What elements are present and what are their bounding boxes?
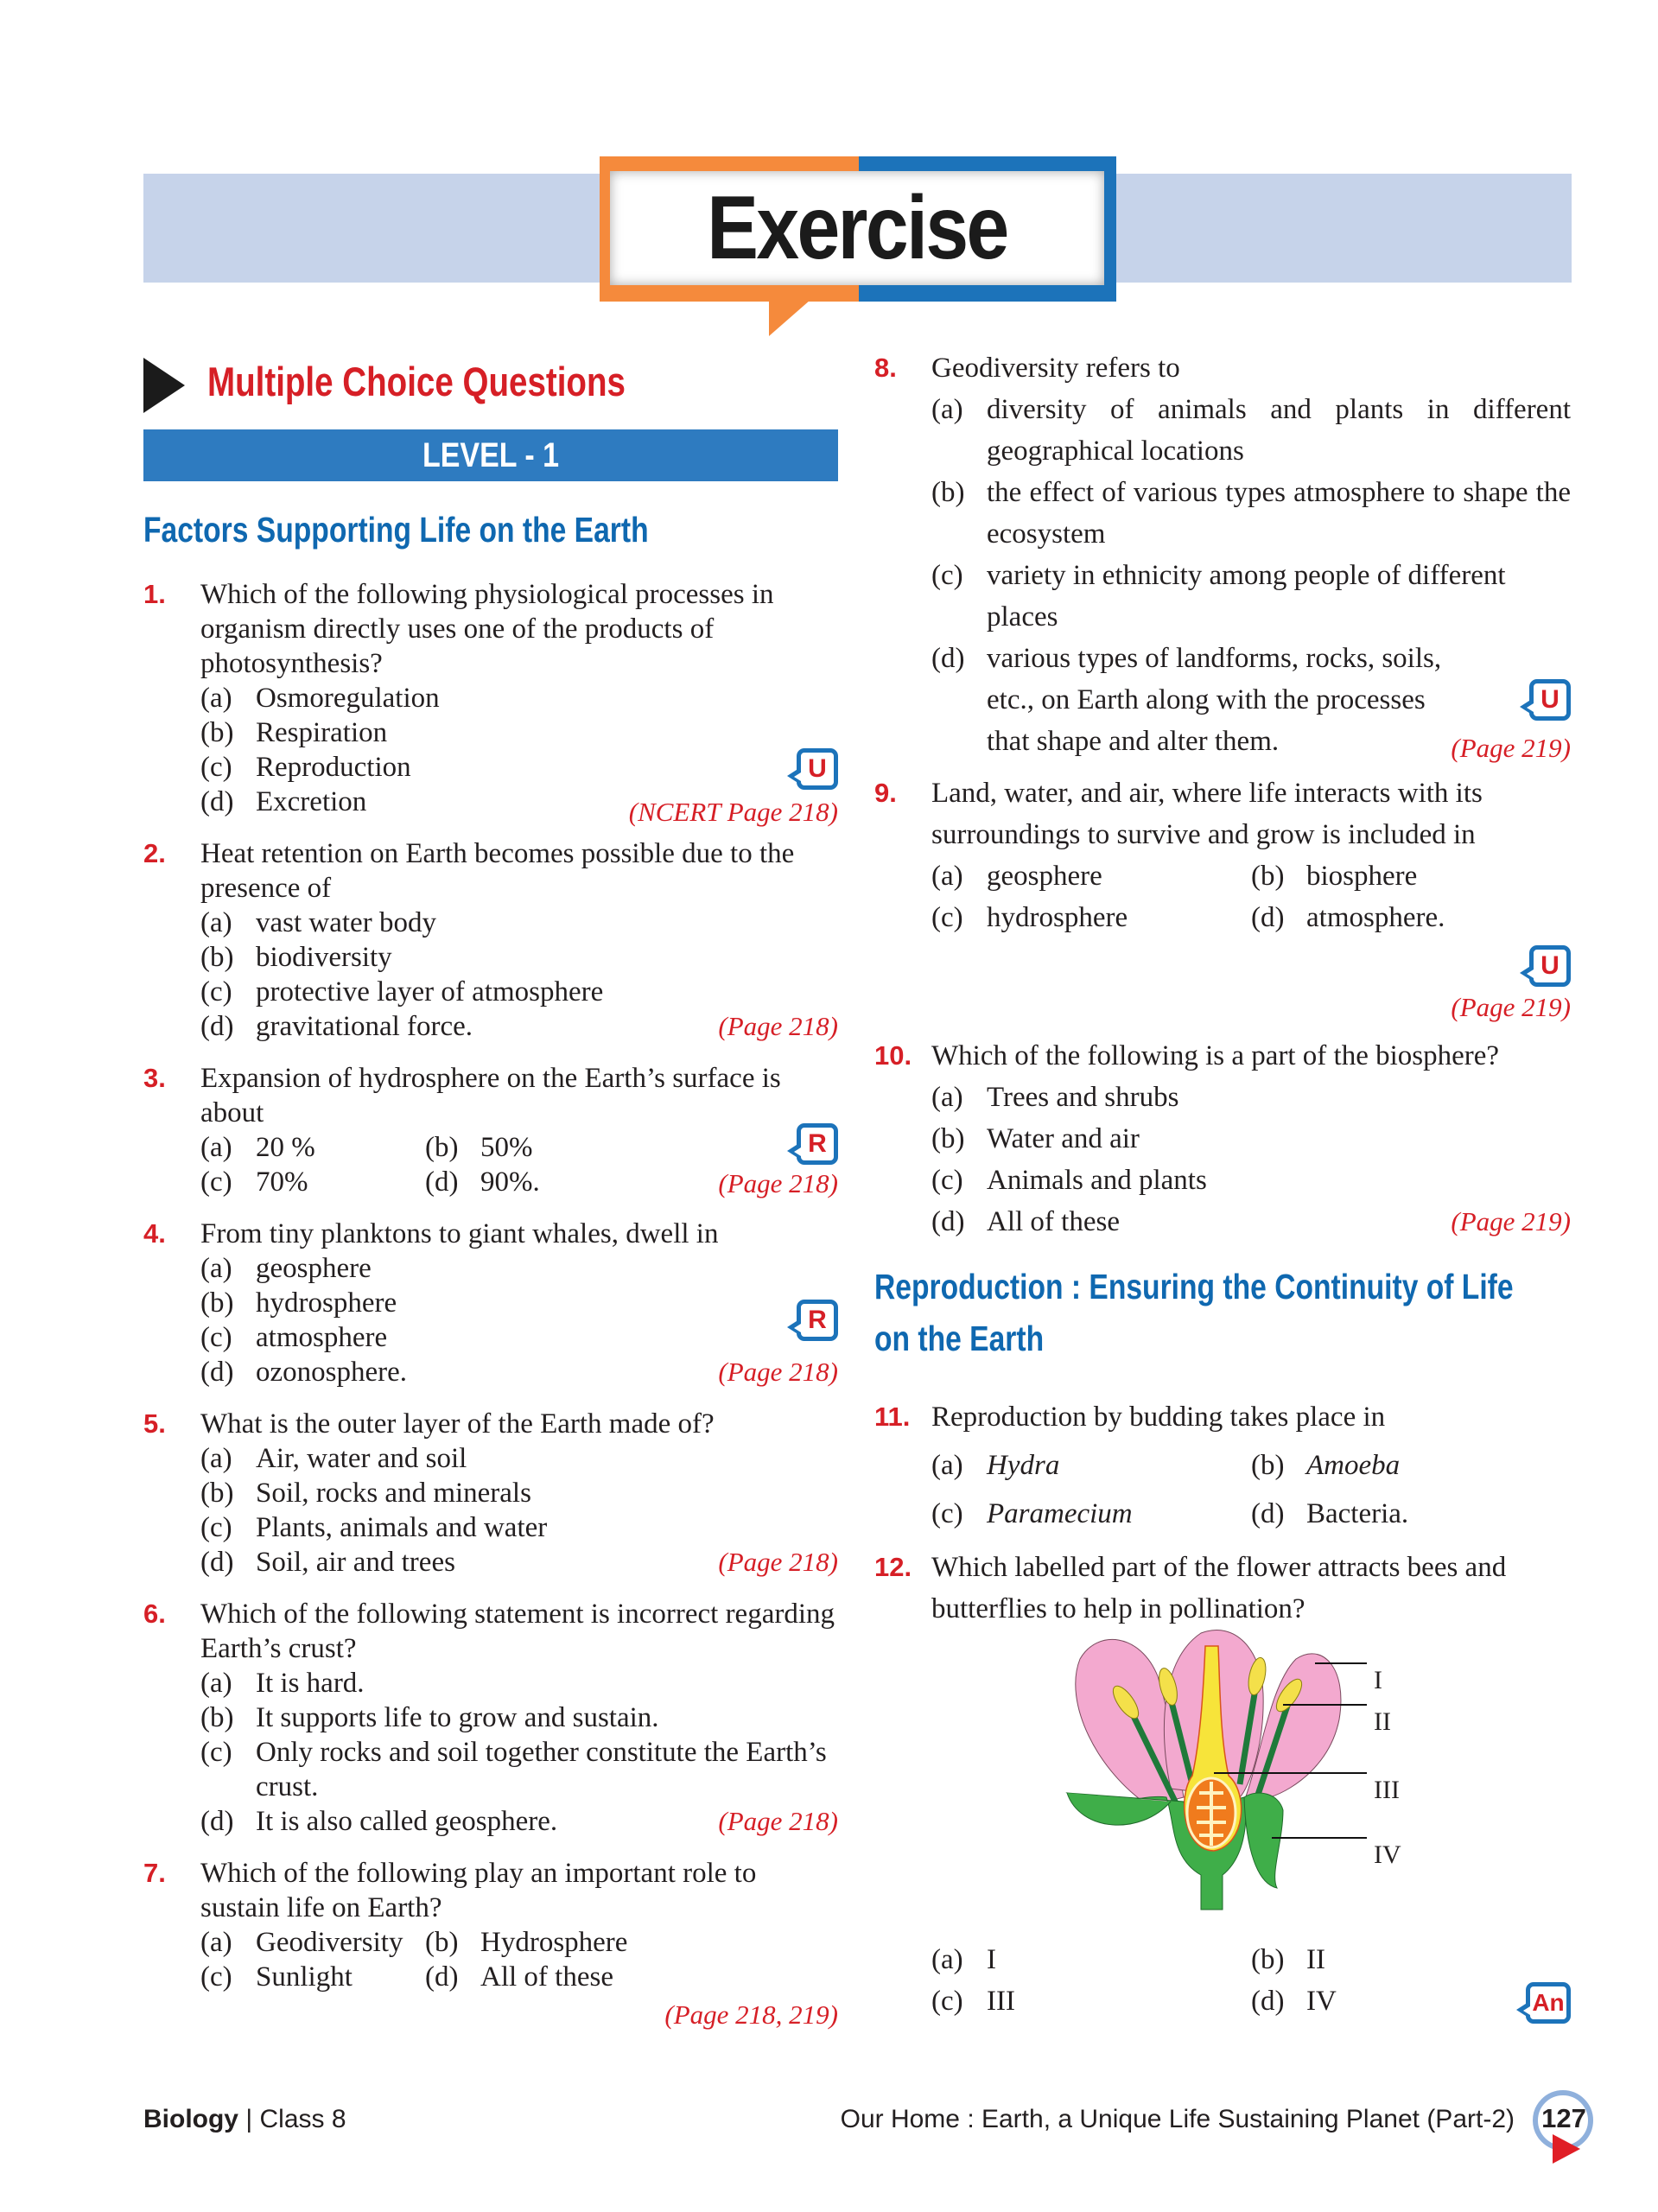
question-number: 12. xyxy=(874,1552,912,1582)
option-c[interactable]: (c) Paramecium xyxy=(931,1498,1133,1529)
diagram-label-2: II xyxy=(1374,1707,1391,1736)
question-stem: Expansion of hydrosphere on the Earth’s surface is about xyxy=(200,1063,781,1128)
option-a[interactable]: (a) I xyxy=(931,1944,996,1975)
question-stem: Which of the following statement is incorrect regarding Earth’s crust? xyxy=(200,1599,835,1664)
option-a[interactable]: (a) Hydra xyxy=(931,1450,1060,1481)
option-a[interactable]: (a) diversity of animals and plants in different geographical locations xyxy=(931,394,1571,467)
option-c[interactable]: (c) Only rocks and soil together constitute the Earth’s crust. xyxy=(200,1737,827,1802)
option-b[interactable]: (b) Amoeba xyxy=(1251,1450,1401,1481)
question-number: 2. xyxy=(143,838,166,868)
remembering-badge-icon: R xyxy=(797,1300,838,1341)
understanding-badge-icon: U xyxy=(1529,679,1571,721)
page-number: 127 xyxy=(1541,2103,1586,2133)
question-stem: What is the outer layer of the Earth made of? xyxy=(200,1408,715,1440)
option-c[interactable]: (c) variety in ethnicity among people of different places xyxy=(931,560,1506,632)
option-c[interactable]: (c) Plants, animals and water xyxy=(200,1512,548,1543)
option-b[interactable]: (b) It supports life to grow and sustain. xyxy=(200,1702,659,1733)
option-b[interactable]: (b) Respiration xyxy=(200,717,388,748)
play-arrow-icon xyxy=(143,358,185,413)
question-stem: Which labelled part of the flower attracts bees and butterflies to help in pollination? xyxy=(931,1552,1507,1624)
question-7 xyxy=(143,1856,838,2030)
question-5 xyxy=(143,1407,838,1580)
option-d[interactable]: (d) Excretion xyxy=(200,786,367,817)
option-a[interactable]: (a) Osmoregulation xyxy=(200,683,440,714)
question-number: 9. xyxy=(874,778,897,808)
page-reference: (Page 218) xyxy=(718,1168,838,1198)
question-stem: Which of the following physiological processes in organism directly uses one of the products of photosynthesis? xyxy=(200,579,774,679)
question-10 xyxy=(874,1035,1571,1243)
option-d[interactable]: (d) ozonosphere. xyxy=(200,1357,408,1388)
page-reference: (Page 219) xyxy=(1451,733,1571,763)
question-number: 4. xyxy=(143,1218,166,1249)
next-page-arrow-icon[interactable] xyxy=(1553,2134,1580,2164)
option-c[interactable]: (c) atmosphere xyxy=(200,1322,388,1353)
option-b[interactable]: (b) II xyxy=(1251,1944,1325,1975)
question-number: 11. xyxy=(874,1402,911,1432)
option-d[interactable]: (d) Soil, air and trees xyxy=(200,1547,455,1578)
page-title: Exercise xyxy=(707,177,1007,278)
option-b[interactable]: (b) Soil, rocks and minerals xyxy=(200,1478,531,1509)
question-stem: From tiny planktons to giant whales, dwell in xyxy=(200,1218,719,1249)
option-d[interactable]: (d) atmosphere. xyxy=(1251,902,1445,933)
question-number: 10. xyxy=(874,1040,912,1071)
page-reference: (Page 218) xyxy=(718,1011,838,1041)
page-reference: (Page 218, 219) xyxy=(664,1999,838,2030)
level-label: LEVEL - 1 xyxy=(422,435,560,474)
option-a[interactable]: (a) Trees and shrubs xyxy=(931,1082,1179,1113)
footer-book: Biology | Class 8 xyxy=(143,2105,346,2133)
question-11 xyxy=(874,1393,1571,1538)
question-2 xyxy=(143,836,838,1044)
page-reference: (Page 218) xyxy=(718,1806,838,1836)
section-title: Multiple Choice Questions xyxy=(207,359,626,404)
page-reference: (Page 218) xyxy=(718,1547,838,1577)
question-1 xyxy=(143,577,838,827)
analysis-badge-icon: An xyxy=(1526,1982,1571,2024)
option-d[interactable]: (d) IV xyxy=(1251,1986,1337,2017)
question-9 xyxy=(874,772,1571,1022)
option-a[interactable]: (a) geosphere xyxy=(931,861,1102,892)
subsection-title: Factors Supporting Life on the Earth xyxy=(143,510,649,550)
question-number: 1. xyxy=(143,579,166,609)
option-d[interactable]: (d) gravitational force. xyxy=(200,1011,473,1042)
question-3 xyxy=(143,1061,838,1199)
page-reference: (Page 218) xyxy=(718,1357,838,1387)
diagram-label-3: III xyxy=(1374,1776,1400,1804)
option-b[interactable]: (b) Hydrosphere xyxy=(425,1927,628,1958)
option-a[interactable]: (a) Air, water and soil xyxy=(200,1443,467,1474)
question-stem: Which of the following play an important role to sustain life on Earth? xyxy=(200,1858,757,1923)
question-number: 8. xyxy=(874,353,897,383)
question-number: 3. xyxy=(143,1063,166,1093)
question-number: 5. xyxy=(143,1408,166,1439)
option-a[interactable]: (a) Geodiversity xyxy=(200,1927,403,1958)
question-12-options xyxy=(874,1939,1571,2022)
question-12 xyxy=(874,1547,1571,1630)
option-a[interactable]: (a) 20 % xyxy=(200,1132,315,1163)
option-a[interactable]: (a) geosphere xyxy=(200,1253,372,1284)
option-d[interactable]: (d) It is also called geosphere. xyxy=(200,1806,558,1837)
option-b[interactable]: (b) 50% xyxy=(425,1132,533,1163)
banner-title-box xyxy=(610,171,1104,285)
question-stem: Which of the following is a part of the biosphere? xyxy=(931,1040,1500,1071)
level-bar xyxy=(143,429,838,481)
option-a[interactable]: (a) It is hard. xyxy=(200,1668,365,1699)
question-stem: Reproduction by budding takes place in xyxy=(931,1402,1386,1433)
question-8 xyxy=(874,347,1571,762)
question-4 xyxy=(143,1217,838,1389)
option-b[interactable]: (b) the effect of various types atmosphere to shape the ecosystem xyxy=(931,477,1571,550)
option-d[interactable]: (d) Bacteria. xyxy=(1251,1498,1409,1529)
subsection-title-line2: on the Earth xyxy=(874,1319,1045,1358)
option-b[interactable]: (b) Water and air xyxy=(931,1123,1140,1154)
option-c[interactable]: (c) hydrosphere xyxy=(931,902,1128,933)
option-d[interactable]: (d) 90%. xyxy=(425,1166,540,1198)
question-number: 7. xyxy=(143,1858,166,1888)
option-c[interactable]: (c) III xyxy=(931,1986,1015,2017)
question-number: 6. xyxy=(143,1599,166,1629)
option-a[interactable]: (a) vast water body xyxy=(200,907,436,938)
question-stem: Land, water, and air, where life interacts with its surroundings to survive and grow is included in xyxy=(931,778,1483,850)
footer-chapter: Our Home : Earth, a Unique Life Sustaining Planet (Part-2) xyxy=(840,2105,1515,2133)
diagram-label-4: IV xyxy=(1374,1840,1401,1869)
option-d[interactable]: (d) All of these xyxy=(425,1961,613,1993)
subsection-title: Reproduction : Ensuring the Continuity of Life xyxy=(874,1267,1514,1306)
page-reference: (NCERT Page 218) xyxy=(628,797,838,827)
option-c[interactable]: (c) protective layer of atmosphere xyxy=(200,976,604,1007)
option-c[interactable]: (c) Animals and plants xyxy=(931,1165,1207,1196)
option-d[interactable]: (d) All of these xyxy=(931,1206,1120,1237)
page-reference: (Page 219) xyxy=(1451,992,1571,1022)
option-c[interactable]: (c) 70% xyxy=(200,1166,308,1198)
option-c[interactable]: (c) Sunlight xyxy=(200,1961,353,1993)
diagram-label-1: I xyxy=(1374,1666,1382,1694)
question-stem: Geodiversity refers to xyxy=(931,353,1180,384)
page-reference: (Page 219) xyxy=(1451,1206,1571,1236)
option-b[interactable]: (b) biodiversity xyxy=(200,942,392,973)
option-c[interactable]: (c) Reproduction xyxy=(200,752,411,783)
remembering-badge-icon: R xyxy=(797,1123,838,1165)
option-b[interactable]: (b) biosphere xyxy=(1251,861,1418,892)
understanding-badge-icon: U xyxy=(797,748,838,790)
understanding-badge-icon: U xyxy=(1529,945,1571,987)
question-6 xyxy=(143,1597,838,1839)
option-b[interactable]: (b) hydrosphere xyxy=(200,1287,397,1319)
speech-bubble-tail-icon xyxy=(769,300,810,336)
question-stem: Heat retention on Earth becomes possible due to the presence of xyxy=(200,838,795,904)
option-d[interactable]: (d) various types of landforms, rocks, soils, etc., on Earth along with the processes that shape and alter them. xyxy=(931,643,1442,757)
